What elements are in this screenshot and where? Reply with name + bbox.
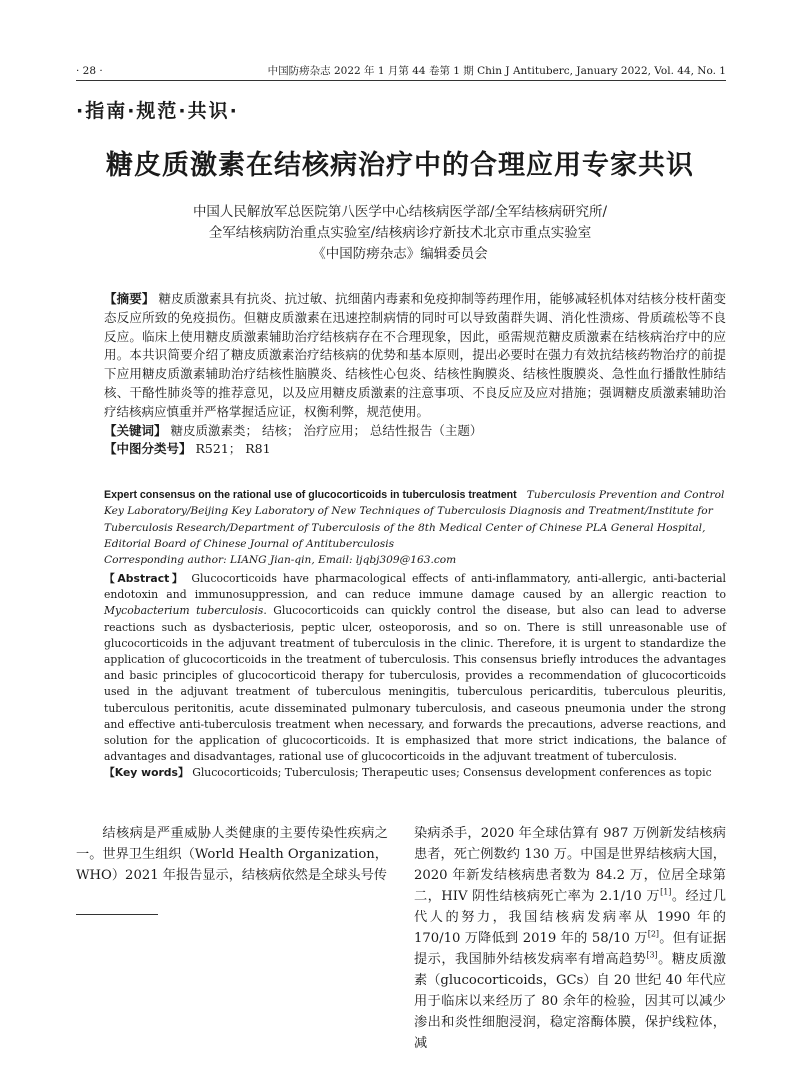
abstract-en-species: Mycobacterium tuberculosis <box>104 604 264 618</box>
keywords-zh-text: 糖皮质激素类； 结核； 治疗应用； 总结性报告（主题） <box>170 422 483 438</box>
english-title: Expert consensus on the rational use of glucocorticoids in tuberculosis treatment <box>104 489 517 501</box>
article-title: 糖皮质激素在结核病治疗中的合理应用专家共识 <box>106 150 694 181</box>
affiliation-line: 中国人民解放军总医院第八医学中心结核病医学部/全军结核病研究所/ <box>192 204 608 220</box>
citation-ref[interactable]: [1] <box>660 887 672 897</box>
citation-ref[interactable]: [3] <box>646 950 658 960</box>
abstract-zh-paragraph <box>104 290 726 422</box>
citation-ref[interactable]: [2] <box>647 929 660 939</box>
abstract-en-paragraph <box>104 571 726 765</box>
abstract-zh-label: 【摘要】 <box>104 291 155 306</box>
affiliation-line: 全军结核病防治重点实验室/结核病诊疗新技术北京市重点实验室 <box>208 225 592 241</box>
footnote-divider <box>76 914 158 915</box>
abstract-en <box>104 571 726 782</box>
author-affiliations <box>0 202 800 265</box>
english-header <box>104 487 726 568</box>
abstract-en-label: 【Abstract】 <box>104 572 186 585</box>
english-title-affiliation <box>104 487 726 552</box>
keywords-zh-label: 【关键词】 <box>104 422 167 438</box>
abstract-en-text-1: Glucocorticoids have pharmacological effects of anti-inflammatory, anti-allergic, anti-bacterial endotoxin and immunosuppression, and can reduce immune damage caused by an allergic reaction to <box>104 572 726 602</box>
keywords-en-label: 【Key words】 <box>104 766 189 780</box>
abstract-en-text-2: . Glucocorticoids can quickly control the disease, but also can lead to adverse reactions such as dysbacteriosis, peptic ulcer, osteoporosis, and so on. There is still unreasonable use of glucocorticoids in the adjuvant treatment of tuberculosis in the clinic. Therefore, it is urgent to standardize the application of glucocorticoids in the treatment of tuberculosis. This consensus briefly introduces the advantages and basic principles of glucocorticoid therapy for tuberculosis, provides a recommendation of glucocorticoids used in the adjuvant treatment of tuberculous meningitis, tuberculous pericarditis, tuberculous pleuritis, tuberculous peritonitis, acute disseminated pulmonary tuberculosis, and caseous pneumonia under the strong and effective anti-tuberculosis treatment when necessary, and forwards the precautions, adverse reactions, and solution for the application of glucocorticoids. It is emphasized that more strict indications, the balance of advantages and disadvantages, rational use of glucocorticoids in the adjuvant treatment of tuberculosis. <box>104 604 726 764</box>
keywords-en <box>104 765 726 781</box>
body-text-segment: 。糖皮质激素（glucocorticoids，GCs）自 20 世纪 40 年代应用于临床以来经历了 80 余年的检验，因其可以减少渗出和炎性细胞浸润，稳定溶酶体膜，保护线粒体，减 <box>414 952 727 1051</box>
column-title: ·指南·规范·共识· <box>76 100 239 122</box>
clc-label: 【中图分类号】 <box>104 441 192 457</box>
abstract-zh-text: 糖皮质激素具有抗炎、抗过敏、抗细菌内毒素和免疫抑制等药理作用，能够减轻机体对结核分枝杆菌变态反应所致的免疫损伤。但糖皮质激素在迅速控制病情的同时可以导致菌群失调、消化性溃疡、骨质疏松等不良反应。临床上使用糖皮质激素辅助治疗结核病存在不合理现象，因此，亟需规范糖皮质激素在结核病治疗中的应用。本共识简要介绍了糖皮质激素治疗结核病的优势和基本原则，提出必要时在强力有效抗结核药物治疗的前提下应用糖皮质激素辅助治疗结核性脑膜炎、结核性心包炎、结核性胸膜炎、结核性腹膜炎、急性血行播散性肺结核、干酪性肺炎等的推荐意见，以及应用糖皮质激素的注意事项、不良反应及应对措施；强调糖皮质激素辅助治疗结核病应慎重并严格掌握适应证，权衡利弊，规范使用。 <box>104 291 726 419</box>
journal-info: 中国防痨杂志 2022 年 1 月第 44 卷第 1 期 Chin J Antituberc, January 2022, Vol. 44, No. 1 <box>267 65 726 77</box>
affiliation-line: 《中国防痨杂志》编辑委员会 <box>312 246 488 262</box>
body-column-right <box>414 823 726 1054</box>
keywords-zh <box>104 422 726 441</box>
body-column-left <box>76 823 388 886</box>
body-paragraph: 结核病是严重威胁人类健康的主要传染性疾病之一。世界卫生组织（World Health Organization，WHO）2021 年报告显示，结核病依然是全球头号传 <box>76 826 388 883</box>
abstract-zh <box>104 290 726 459</box>
clc-text: R521； R81 <box>195 441 271 457</box>
body-text-segment: 染病杀手，2020 年全球估算有 987 万例新发结核病患者，死亡例数约 130 万。中国是世界结核病大国，2020 年新发结核病患者数为 84.2 万，位居全球第二，HIV 阴性结核病死亡率为 2.1/10 万 <box>414 826 726 904</box>
corresponding-author: Corresponding author: LIANG Jian-qin, Email: ljqbj309@163.com <box>104 554 457 567</box>
body-text-segment: 。经过几代人的努力，我国结核病发病率从 1990 年的 170/10 万降低到 2019 年的 58/10 万 <box>414 889 726 946</box>
running-header <box>76 64 726 81</box>
clc-number <box>104 440 726 459</box>
body-paragraph-continued <box>414 823 726 1054</box>
english-affiliation: Tuberculosis Prevention and Control Key Laboratory/Beijing Key Laboratory of New Techniques of Tuberculosis Diagnosis and Treatment/Institute for Tuberculosis Research/Department of Tuberculosis of the 8th Medical Center of Chinese PLA General Hospital, Editorial Board of Chinese Journal of Antituberculosis <box>104 489 725 550</box>
page-number: · 28 · <box>76 65 103 77</box>
keywords-en-text: Glucocorticoids; Tuberculosis; Therapeutic uses; Consensus development conferences as topic <box>192 766 712 780</box>
body-text-segment: 。但有证据提示，我国肺外结核发病率有增高趋势 <box>414 931 727 967</box>
